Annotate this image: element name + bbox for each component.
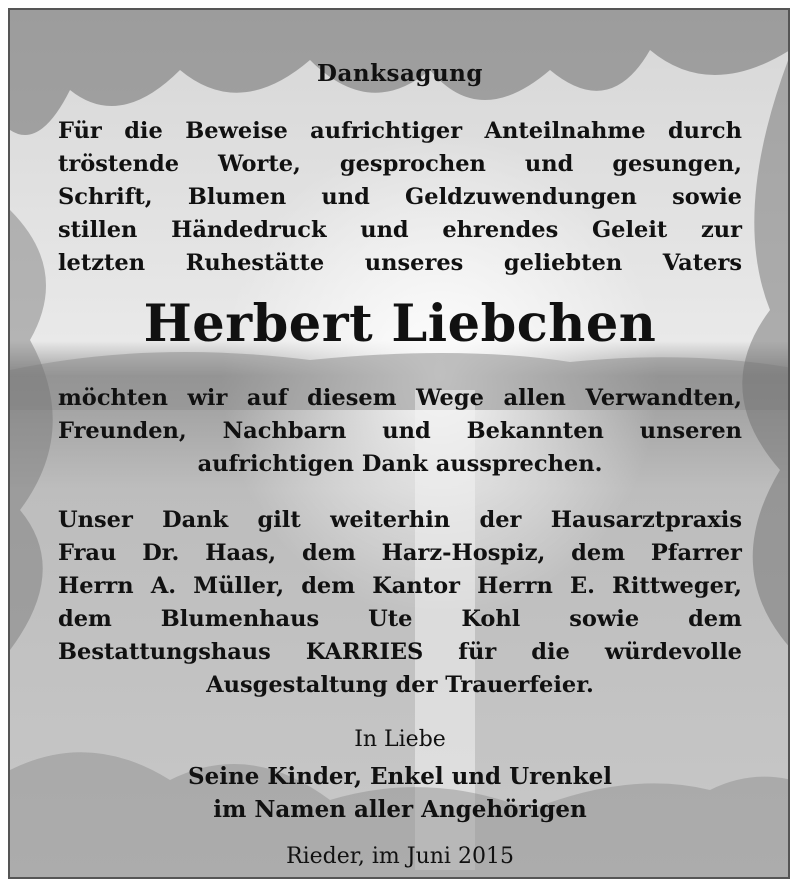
word: aufrichtiger (310, 118, 463, 144)
word: gesungen, (612, 151, 742, 177)
word: A. (150, 573, 177, 599)
word: KARRIES (305, 639, 424, 665)
word: Müller, (193, 573, 285, 599)
word: Hausarztpraxis (550, 507, 742, 533)
word: Bestattungshaus (58, 639, 271, 665)
word: Kohl (461, 606, 521, 632)
word: Unser (58, 507, 133, 533)
word: der (479, 507, 522, 533)
word: und (524, 151, 574, 177)
word: stillen (58, 217, 138, 243)
paragraph-3-line-6: Ausgestaltung der Trauerfeier. (206, 672, 594, 698)
word: sowie (569, 606, 640, 632)
word: gilt (257, 507, 301, 533)
deceased-name: Herbert Liebchen (143, 294, 657, 354)
word: diesem (307, 385, 397, 411)
word: dem (571, 540, 626, 566)
word: Dank (162, 507, 229, 533)
word: für (458, 639, 497, 665)
word: Für (58, 118, 102, 144)
word: Frau (58, 540, 117, 566)
paragraph-3-line-4 (58, 606, 742, 632)
word: Herrn (58, 573, 134, 599)
word: dem (688, 606, 742, 632)
word: gesprochen (339, 151, 486, 177)
word: und (382, 418, 431, 444)
obituary-notice (8, 8, 790, 879)
word: Kantor (372, 573, 460, 599)
word: Herrn (477, 573, 553, 599)
paragraph-1-line-1 (58, 118, 742, 144)
word: Haas, (205, 540, 277, 566)
word: Dr. (142, 540, 180, 566)
place-and-date: Rieder, im Juni 2015 (286, 844, 514, 869)
notice-heading: Danksagung (317, 60, 483, 87)
word: und (360, 217, 409, 243)
word: Geleit (591, 217, 668, 243)
word: Wege (416, 385, 484, 411)
word: Ruhestätte (185, 250, 325, 276)
paragraph-1-line-2 (58, 151, 742, 177)
signature-line-2: im Namen aller Angehörigen (213, 796, 587, 823)
word: zur (700, 217, 742, 243)
word: auf (246, 385, 288, 411)
word: unseres (364, 250, 464, 276)
word: Rittweger, (612, 573, 742, 599)
paragraph-1-line-3 (58, 184, 742, 210)
word: tröstende (58, 151, 180, 177)
closing-phrase: In Liebe (354, 727, 446, 752)
paragraph-3-line-5 (58, 639, 742, 665)
word: dem (301, 540, 356, 566)
word: dem (58, 606, 112, 632)
paragraph-2-line-2 (58, 418, 742, 444)
word: würdevolle (604, 639, 742, 665)
word: die (124, 118, 163, 144)
word: die (531, 639, 570, 665)
paragraph-1-line-5 (58, 250, 742, 276)
word: Blumen (187, 184, 287, 210)
word: Verwandten, (585, 385, 742, 411)
word: wir (187, 385, 228, 411)
paragraph-3-line-2 (58, 540, 742, 566)
word: Nachbarn (222, 418, 347, 444)
paragraph-2-line-1 (58, 385, 742, 411)
word: Worte, (218, 151, 301, 177)
word: Blumenhaus (160, 606, 320, 632)
paragraph-2-line-3: aufrichtigen Dank aussprechen. (197, 451, 603, 477)
paragraph-3-line-3 (58, 573, 742, 599)
word: durch (667, 118, 742, 144)
word: dem (301, 573, 356, 599)
word: unseren (639, 418, 742, 444)
word: allen (503, 385, 566, 411)
paragraph-3-line-1 (58, 507, 742, 533)
word: Anteilnahme (484, 118, 646, 144)
word: Pfarrer (650, 540, 742, 566)
notice-text (10, 10, 788, 877)
word: letzten (58, 250, 146, 276)
word: Ute (368, 606, 413, 632)
word: Vaters (662, 250, 742, 276)
word: Harz-Hospiz, (381, 540, 546, 566)
word: Bekannten (466, 418, 604, 444)
word: Geldzuwendungen (405, 184, 637, 210)
word: sowie (672, 184, 742, 210)
word: geliebten (503, 250, 623, 276)
word: Händedruck (171, 217, 327, 243)
word: ehrendes (442, 217, 559, 243)
signature-line-1: Seine Kinder, Enkel und Urenkel (188, 763, 612, 790)
word: Schrift, (58, 184, 153, 210)
paragraph-1-line-4 (58, 217, 742, 243)
word: möchten (58, 385, 168, 411)
word: weiterhin (330, 507, 451, 533)
word: Beweise (185, 118, 288, 144)
word: Freunden, (58, 418, 187, 444)
word: und (321, 184, 370, 210)
word: E. (569, 573, 595, 599)
